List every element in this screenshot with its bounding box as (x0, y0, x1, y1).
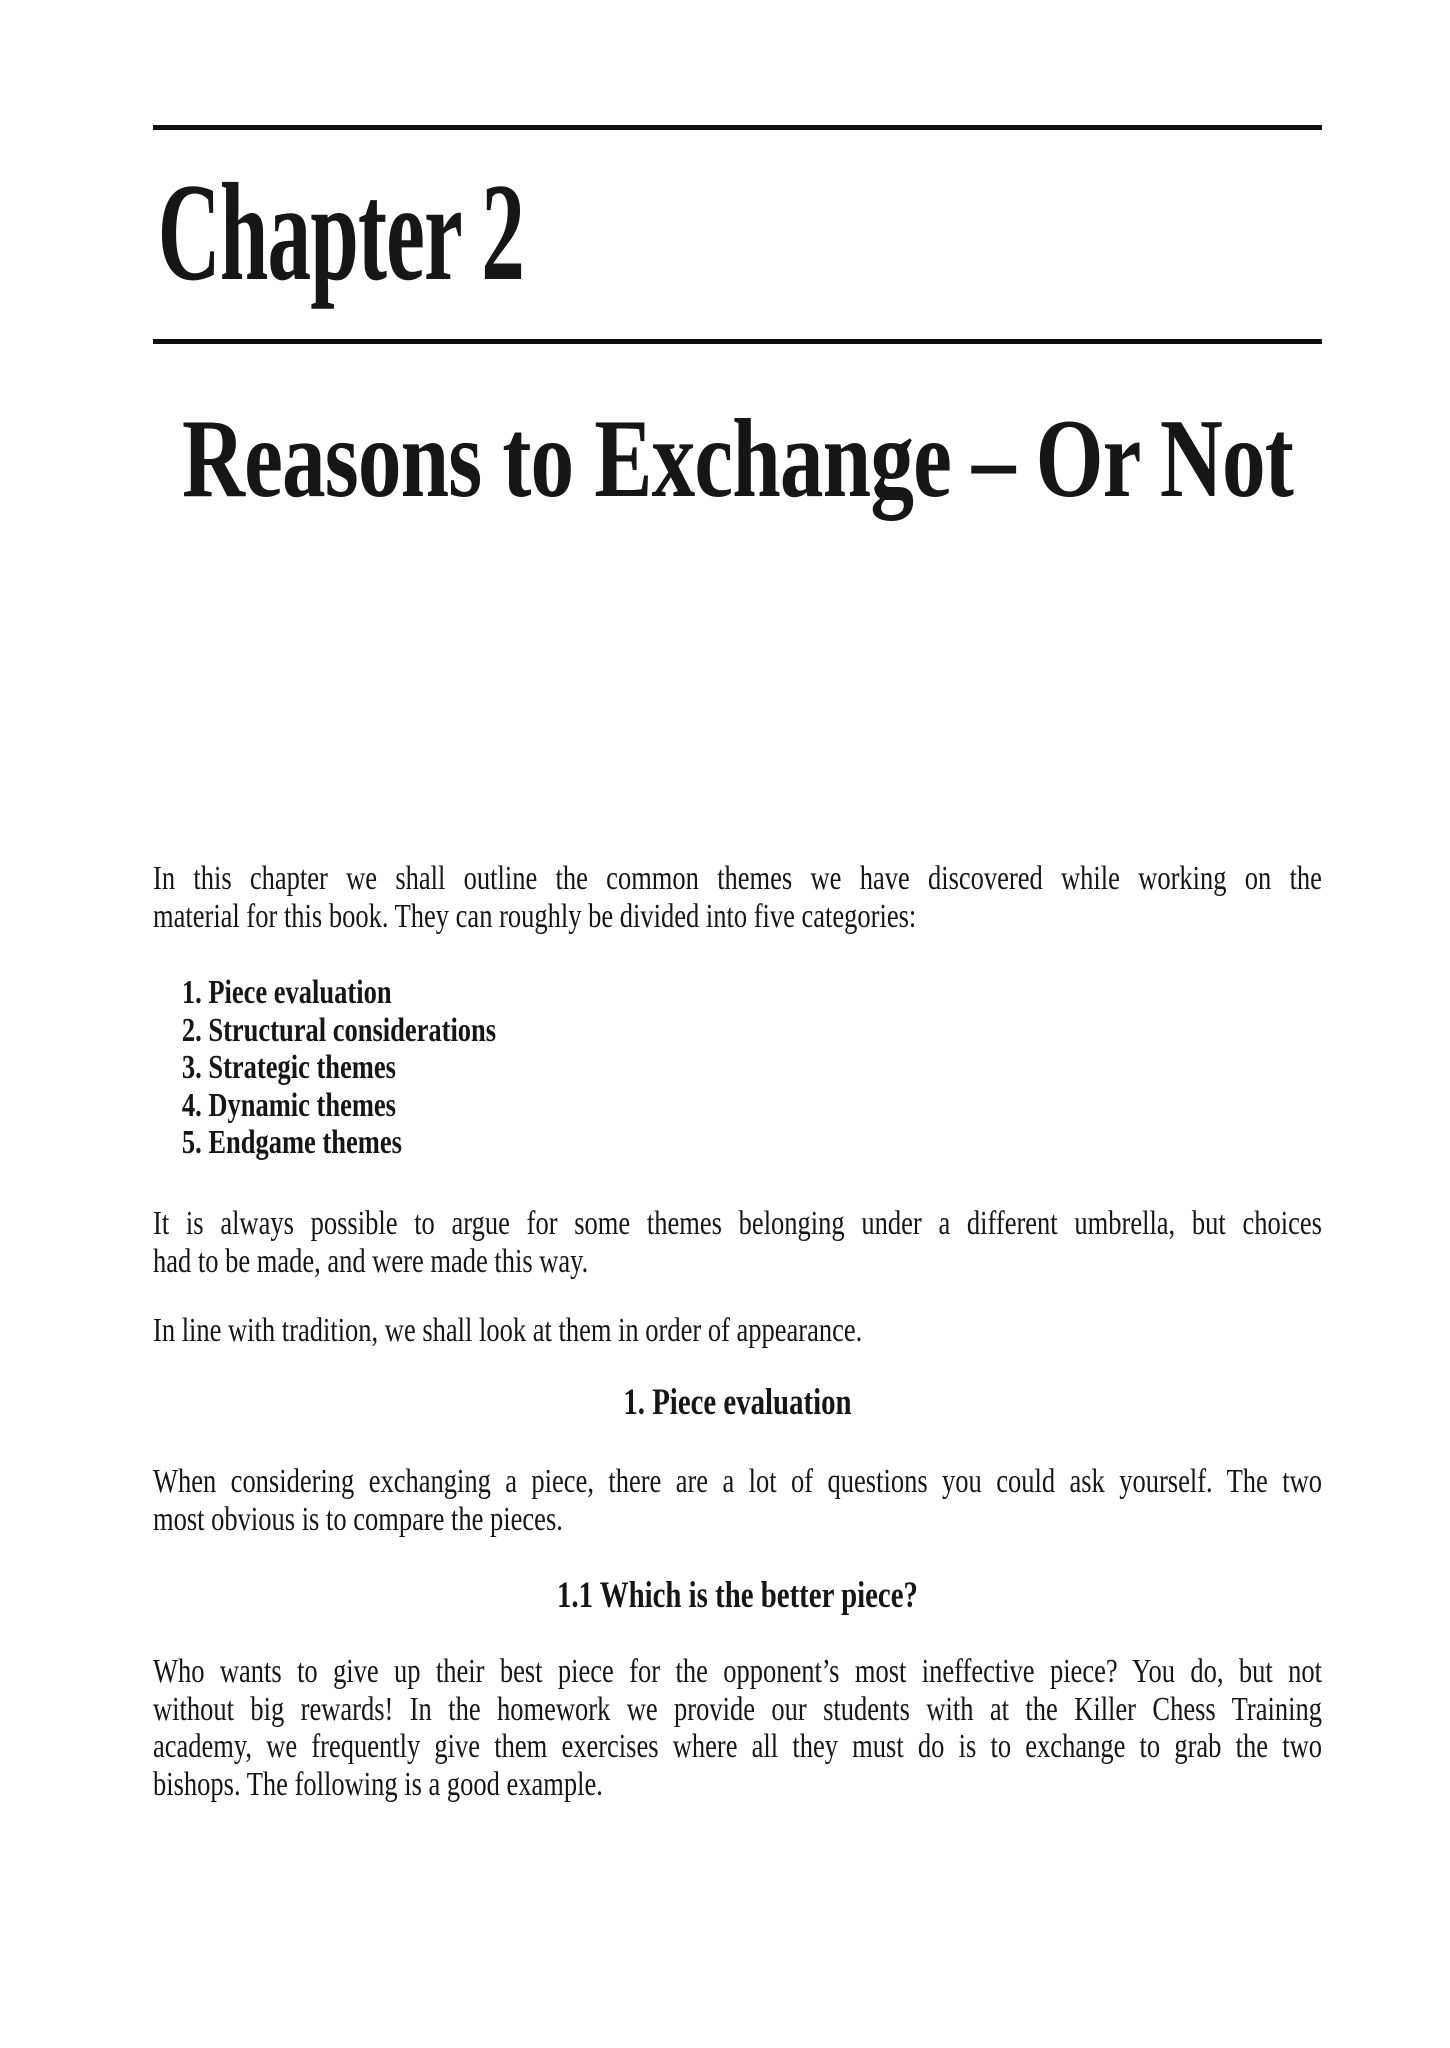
text-line: material for this book. They can roughly be divided into five categories: (153, 897, 917, 935)
list-item: 3. Strategic themes (181, 1049, 396, 1086)
text-line: When considering exchanging a piece, there are a lot of questions you could ask yourself. The two (153, 1463, 1322, 1500)
paragraph-umbrella (153, 1205, 1322, 1280)
text-line: had to be made, and were made this way. (153, 1242, 589, 1280)
paragraph-considering (153, 1463, 1322, 1538)
paragraph-tradition (153, 1312, 1322, 1350)
chapter-rule-bottom (153, 339, 1322, 344)
chapter-label (157, 155, 616, 310)
list-item: 4. Dynamic themes (181, 1086, 396, 1124)
list-item: 5. Endgame themes (181, 1124, 402, 1161)
paragraph-intro (153, 860, 1322, 935)
chapter-title: Reasons to Exchange – Or Not (181, 397, 1293, 521)
paragraph-who-wants (153, 1653, 1322, 1803)
list-item: 2. Structural considerations (181, 1011, 497, 1049)
text-line: bishops. The following is a good example. (153, 1765, 603, 1803)
subsection-heading: 1.1 Which is the better piece? (557, 1575, 918, 1616)
chapter-label-text: Chapter 2 (157, 155, 525, 310)
content-column (153, 0, 1322, 2048)
section-heading: 1. Piece evaluation (623, 1382, 852, 1423)
text-line: It is always possible to argue for some themes belonging under a different umbrella, but choices (153, 1205, 1322, 1242)
theme-list (153, 974, 1322, 1162)
text-line: most obvious is to compare the pieces. (153, 1500, 563, 1538)
text-line: In line with tradition, we shall look at them in order of appearance. (153, 1312, 863, 1349)
text-line: In this chapter we shall outline the common themes we have discovered while working on the (153, 860, 1322, 897)
chapter-rule-top (153, 125, 1322, 130)
text-line: Who wants to give up their best piece for the opponent’s most ineffective piece? You do, but not (153, 1653, 1322, 1690)
text-line: without big rewards! In the homework we provide our students with at the Killer Chess Training (153, 1690, 1322, 1728)
list-item: 1. Piece evaluation (181, 974, 392, 1011)
text-line: academy, we frequently give them exercises where all they must do is to exchange to grab the two (153, 1728, 1322, 1765)
